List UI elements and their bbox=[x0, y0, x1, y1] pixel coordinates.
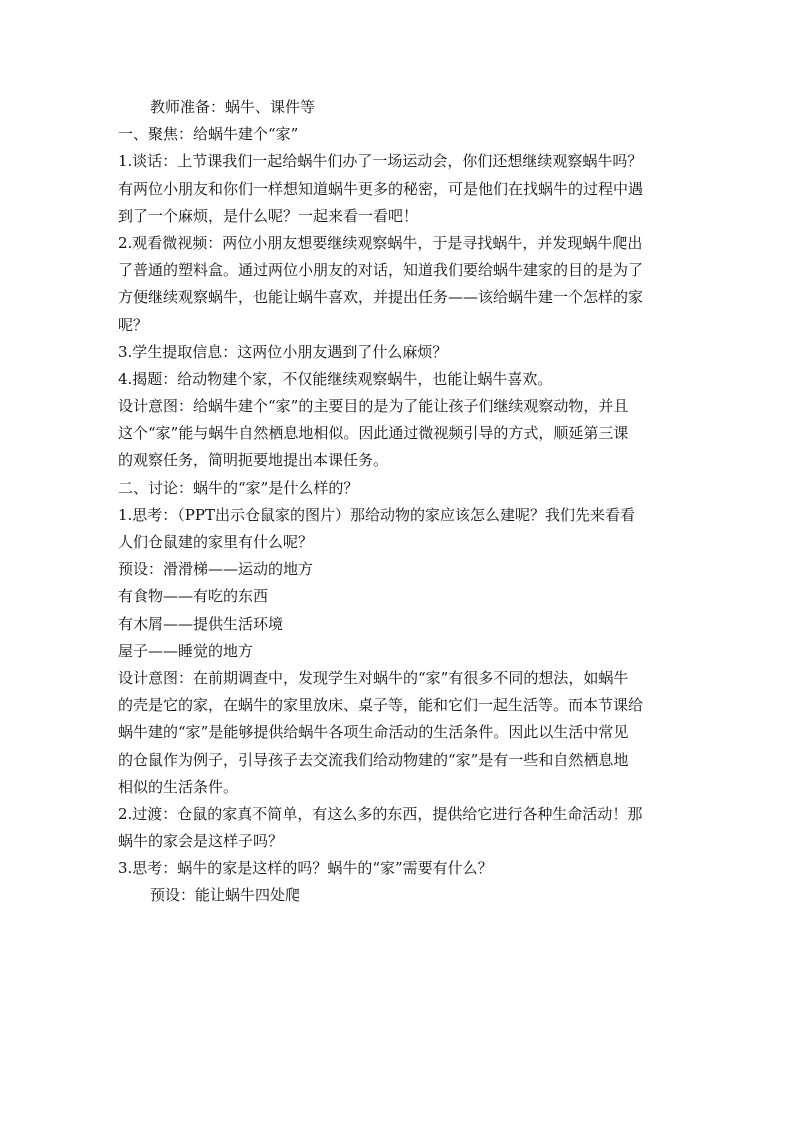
text-line: 3.学生提取信息：这两位小朋友遇到了什么麻烦？ bbox=[118, 342, 448, 361]
text-line: 2.观看微视频：两位小朋友想要继续观察蜗牛，于是寻找蜗牛，并发现蜗牛爬出 bbox=[118, 233, 643, 252]
text-line: 蜗牛建的“家”是能够提供给蜗牛各项生命活动的生活条件。因此以生活中常见 bbox=[118, 723, 629, 742]
text-line: 这个“家”能与蜗牛自然栖息地相似。因此通过微视频引导的方式，顺延第三课 bbox=[118, 424, 629, 443]
text-line: 预设：滑滑梯——运动的地方 bbox=[118, 560, 314, 579]
text-line: 的壳是它的家，在蜗牛的家里放床、桌子等，能和它们一起生活等。而本节课给 bbox=[118, 696, 644, 715]
text-line: 2.过渡：仓鼠的家真不简单，有这么多的东西，提供给它进行各种生命活动！那 bbox=[118, 804, 643, 823]
design-intent-line: 设计意图：在前期调查中，发现学生对蜗牛的“家”有很多不同的想法，如蜗牛 bbox=[118, 668, 629, 687]
text-line: 的仓鼠作为例子，引导孩子去交流我们给动物建的“家”是有一些和自然栖息地 bbox=[118, 750, 629, 769]
text-line: 1.思考：（PPT出示仓鼠家的图片）那给动物的家应该怎么建呢？我们先来看看 bbox=[118, 505, 636, 524]
text-line: 的观察任务，简明扼要地提出本课任务。 bbox=[118, 451, 389, 470]
text-line: 屋子——睡觉的地方 bbox=[118, 641, 254, 660]
text-line: 了普通的塑料盒。通过两位小朋友的对话，知道我们要给蜗牛建家的目的是为了 bbox=[118, 261, 644, 280]
section-heading: 二、讨论：蜗牛的“家”是什么样的？ bbox=[118, 478, 359, 497]
text-line: 相似的生活条件。 bbox=[118, 777, 239, 796]
text-line: 方便继续观察蜗牛，也能让蜗牛喜欢，并提出任务——该给蜗牛建一个怎样的家 bbox=[118, 288, 644, 307]
design-intent-line: 设计意图：给蜗牛建个“家”的主要目的是为了能让孩子们继续观察动物，并且 bbox=[118, 397, 629, 416]
text-line: 有木屑——提供生活环境 bbox=[118, 614, 284, 633]
text-line: 教师准备：蜗牛、课件等 bbox=[150, 98, 316, 116]
section-heading: 一、聚焦：给蜗牛建个“家” bbox=[118, 125, 299, 144]
text-line: 预设：能让蜗牛四处爬 bbox=[150, 886, 301, 905]
text-line: 蜗牛的家会是这样子吗？ bbox=[118, 832, 284, 851]
document-body bbox=[118, 94, 698, 910]
text-line: 人们仓鼠建的家里有什么呢？ bbox=[118, 533, 314, 551]
text-line: 有两位小朋友和你们一样想知道蜗牛更多的秘密，可是他们在找蜗牛的过程中遇 bbox=[118, 179, 644, 198]
text-line: 1.谈话：上节课我们一起给蜗牛们办了一场运动会，你们还想继续观察蜗牛吗？ bbox=[118, 152, 643, 171]
text-line: 呢？ bbox=[118, 315, 149, 334]
text-line: 有食物——有吃的东西 bbox=[118, 587, 269, 606]
text-line: 4.揭题：给动物建个家，不仅能继续观察蜗牛，也能让蜗牛喜欢。 bbox=[118, 369, 553, 388]
text-line: 3.思考：蜗牛的家是这样的吗？蜗牛的“家”需要有什么？ bbox=[118, 859, 493, 878]
text-line: 到了一个麻烦，是什么呢？一起来看一看吧！ bbox=[118, 206, 419, 225]
